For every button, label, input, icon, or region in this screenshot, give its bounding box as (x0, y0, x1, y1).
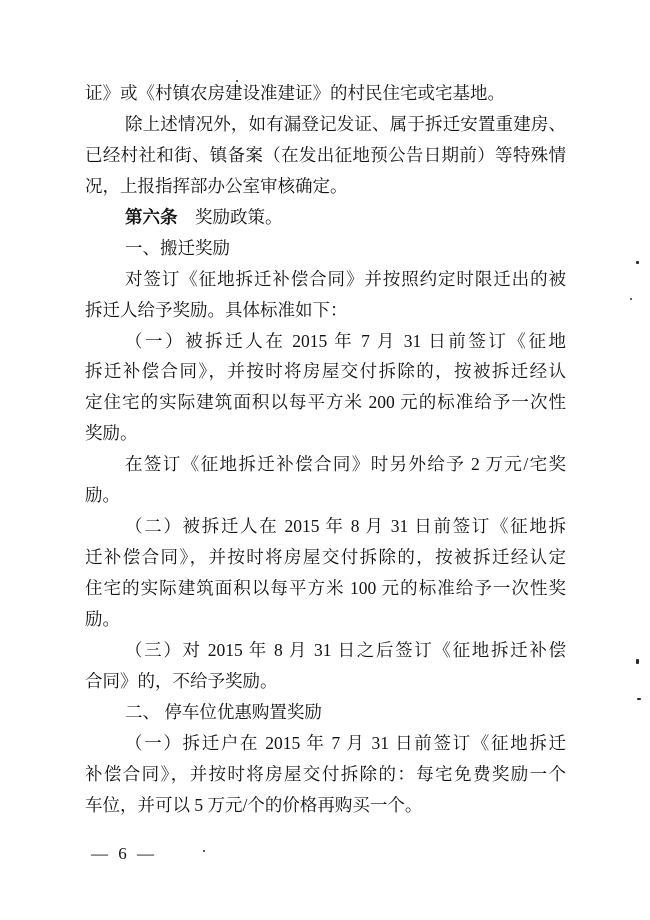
article-number: 第六条 (125, 206, 178, 227)
text-line: 在签订《征地拆迁补偿合同》时另外给予 2 万元/宅奖 (125, 454, 566, 475)
text-line: 车位，并可以 5 万元/个的价格再购买一个。 (85, 794, 423, 815)
page-number: — 6 — (91, 844, 157, 863)
text-line: 住宅的实际建筑面积以每平方米 100 元的标准给予一次性奖 (85, 578, 566, 598)
scan-speck (203, 850, 205, 852)
text-line: 况，上报指挥部办公室审核确定。 (85, 175, 348, 196)
text-line: 第六条 奖励政策。 (125, 206, 283, 227)
text-line: 对签订《征地拆迁补偿合同》并按照约定时限迁出的被 (125, 268, 566, 289)
text-line: 励。 (85, 608, 120, 629)
document-body (85, 78, 566, 821)
text-line: 已经村社和街、镇备案（在发出征地预公告日期前）等特殊情 (85, 144, 566, 165)
text-line: 迁补偿合同》，并按时将房屋交付拆除的，按被拆迁经认定 (85, 547, 566, 568)
text-line: 拆迁人给予奖励。具体标准如下： (85, 299, 348, 320)
text-line: （一）拆迁户在 2015 年 7 月 31 日前签订《征地拆迁 (125, 732, 566, 753)
text-line: 合同》的，不给予奖励。 (85, 670, 278, 691)
text-line: 证》或《村镇农房建设准建证》的村民住宅或宅基地。 (85, 83, 505, 103)
scan-speck (630, 298, 632, 300)
scan-speck (637, 698, 641, 700)
text-line: 二、 停车位优惠购置奖励 (125, 701, 322, 722)
scan-speck (636, 659, 639, 664)
text-line: （一）被拆迁人在 2015 年 7 月 31 日前签订《征地 (125, 330, 566, 351)
text-line: 一、搬迁奖励 (125, 237, 230, 258)
text-line: 除上述情况外，如有漏登记发证、属于拆迁安置重建房、 (125, 113, 566, 134)
text-line: （二）被拆迁人在 2015 年 8 月 31 日前签订《征地拆 (125, 516, 566, 537)
scan-speck (236, 80, 238, 82)
text-line: 奖励。 (85, 423, 138, 444)
scan-speck (636, 261, 639, 264)
text-line: 补偿合同》，并按时将房屋交付拆除的：每宅免费奖励一个 (85, 763, 566, 784)
text-line: （三）对 2015 年 8 月 31 日之后签订《征地拆迁补偿 (125, 639, 566, 660)
text-line: 励。 (85, 485, 120, 506)
text-line: 拆迁补偿合同》，并按时将房屋交付拆除的，按被拆迁经认 (85, 361, 566, 382)
text-line: 定住宅的实际建筑面积以每平方米 200 元的标准给予一次性 (85, 392, 566, 413)
